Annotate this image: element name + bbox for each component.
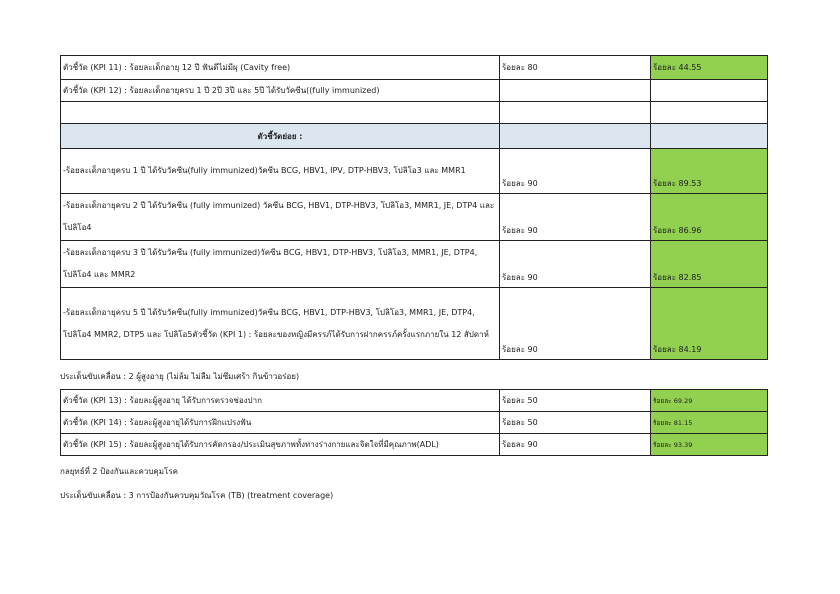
table-row xyxy=(61,288,768,360)
kpi-result: ร้อยละ 69.29 xyxy=(651,390,768,412)
kpi-desc: -ร้อยละเด็กอายุครบ 1 ปี ได้รับวัคซีน(fully immunized)วัคซีน BCG, HBV1, IPV, DTP-HBV3, โปลิโอ3 และ MMR1 xyxy=(61,149,500,194)
kpi-desc xyxy=(61,102,500,124)
kpi-result: ร้อยละ 84.19 xyxy=(651,288,768,360)
table-row xyxy=(61,434,768,456)
table-row xyxy=(61,80,768,102)
table-row xyxy=(61,390,768,412)
kpi-desc: ตัวชี้วัด (KPI 15) : ร้อยละผู้สูงอายุได้รับการคัดกรอง/ประเมินสุขภาพทั้งทางร่างกายและจิตใจที่มีคุณภาพ(ADL) xyxy=(61,434,500,456)
subheader-empty xyxy=(500,124,651,149)
kpi-result xyxy=(651,102,768,124)
table-row xyxy=(61,241,768,288)
kpi-result: ร้อยละ 89.53 xyxy=(651,149,768,194)
table-row xyxy=(61,56,768,80)
kpi-desc: ตัวชี้วัด (KPI 13) : ร้อยละผู้สูงอายุ ได้รับการตรวจช่องปาก xyxy=(61,390,500,412)
table-row xyxy=(61,194,768,241)
kpi-result: ร้อยละ 86.96 xyxy=(651,194,768,241)
kpi-desc: -ร้อยละเด็กอายุครบ 3 ปี ได้รับวัคซีน (fully immunized)วัคซีน BCG, HBV1, DTP-HBV3, โปลิโอ3, MMR1, JE, DTP4, โปลิโอ4 และ MMR2 xyxy=(61,241,500,288)
kpi-desc: ตัวชี้วัด (KPI 12) : ร้อยละเด็กอายุครบ 1 ปี 2ปี 3ปี และ 5ปี ได้รับวัคซีน((fully immunized) xyxy=(61,80,500,102)
subheader-empty xyxy=(651,124,768,149)
kpi-target: ร้อยละ 50 xyxy=(500,390,651,412)
kpi-table-children xyxy=(60,55,768,360)
kpi-desc: -ร้อยละเด็กอายุครบ 2 ปี ได้รับวัคซีน (fully immunized) วัคซีน BCG, HBV1, DTP-HBV3, โปลิโอ3, MMR1, JE, DTP4 และ โปลิโอ4 xyxy=(61,194,500,241)
kpi-target xyxy=(500,102,651,124)
subheader-row xyxy=(61,124,768,149)
issue-heading: ประเด็นขับเคลื่อน : 2 ผู้สูงอายุ (ไม่ล้ม ไม่ลืม ไม่ซึมเศร้า กินข้าวอร่อย) xyxy=(60,372,300,381)
kpi-target: ร้อยละ 90 xyxy=(500,149,651,194)
kpi-result: ร้อยละ 93.39 xyxy=(651,434,768,456)
subheader-label: ตัวชี้วัดย่อย : xyxy=(61,124,500,149)
kpi-target: ร้อยละ 90 xyxy=(500,434,651,456)
kpi-desc: -ร้อยละเด็กอายุครบ 5 ปี ได้รับวัคซีน(fully immunized)วัคซีน BCG, HBV1, DTP-HBV3, โปลิโอ3, MMR1, JE, DTP4, โปลิโอ4 MMR2, DTP5 และ โปลิโอ5ตัวชี้วัด (KPI 1) : ร้อยละของหญิงมีครรภ์ได้รับการฝากครรภ์ครั้งแรกภายใน 12 สัปดาห์ xyxy=(61,288,500,360)
kpi-result: ร้อยละ 81.15 xyxy=(651,412,768,434)
issue-heading: ประเด็นขับเคลื่อน : 3 การป้องกันควบคุมวัณโรค (TB) (treatment coverage) xyxy=(60,491,334,500)
kpi-desc: ตัวชี้วัด (KPI 11) : ร้อยละเด็กอายุ 12 ปี ฟันดีไม่มีผุ (Cavity free) xyxy=(61,56,500,80)
kpi-result: ร้อยละ 82.85 xyxy=(651,241,768,288)
kpi-target xyxy=(500,80,651,102)
kpi-target: ร้อยละ 50 xyxy=(500,412,651,434)
kpi-result xyxy=(651,80,768,102)
kpi-table-elderly xyxy=(60,389,768,456)
kpi-target: ร้อยละ 90 xyxy=(500,288,651,360)
table-row xyxy=(61,149,768,194)
table-row-blank xyxy=(61,102,768,124)
strategy-heading: กลยุทธ์ที่ 2 ป้องกันและควบคุมโรค xyxy=(60,467,178,476)
kpi-target: ร้อยละ 90 xyxy=(500,241,651,288)
kpi-desc: ตัวชี้วัด (KPI 14) : ร้อยละผู้สูงอายุได้รับการฝึกแปรงฟัน xyxy=(61,412,500,434)
kpi-target: ร้อยละ 80 xyxy=(500,56,651,80)
kpi-target: ร้อยละ 90 xyxy=(500,194,651,241)
kpi-result: ร้อยละ 44.55 xyxy=(651,56,768,80)
table-row xyxy=(61,412,768,434)
